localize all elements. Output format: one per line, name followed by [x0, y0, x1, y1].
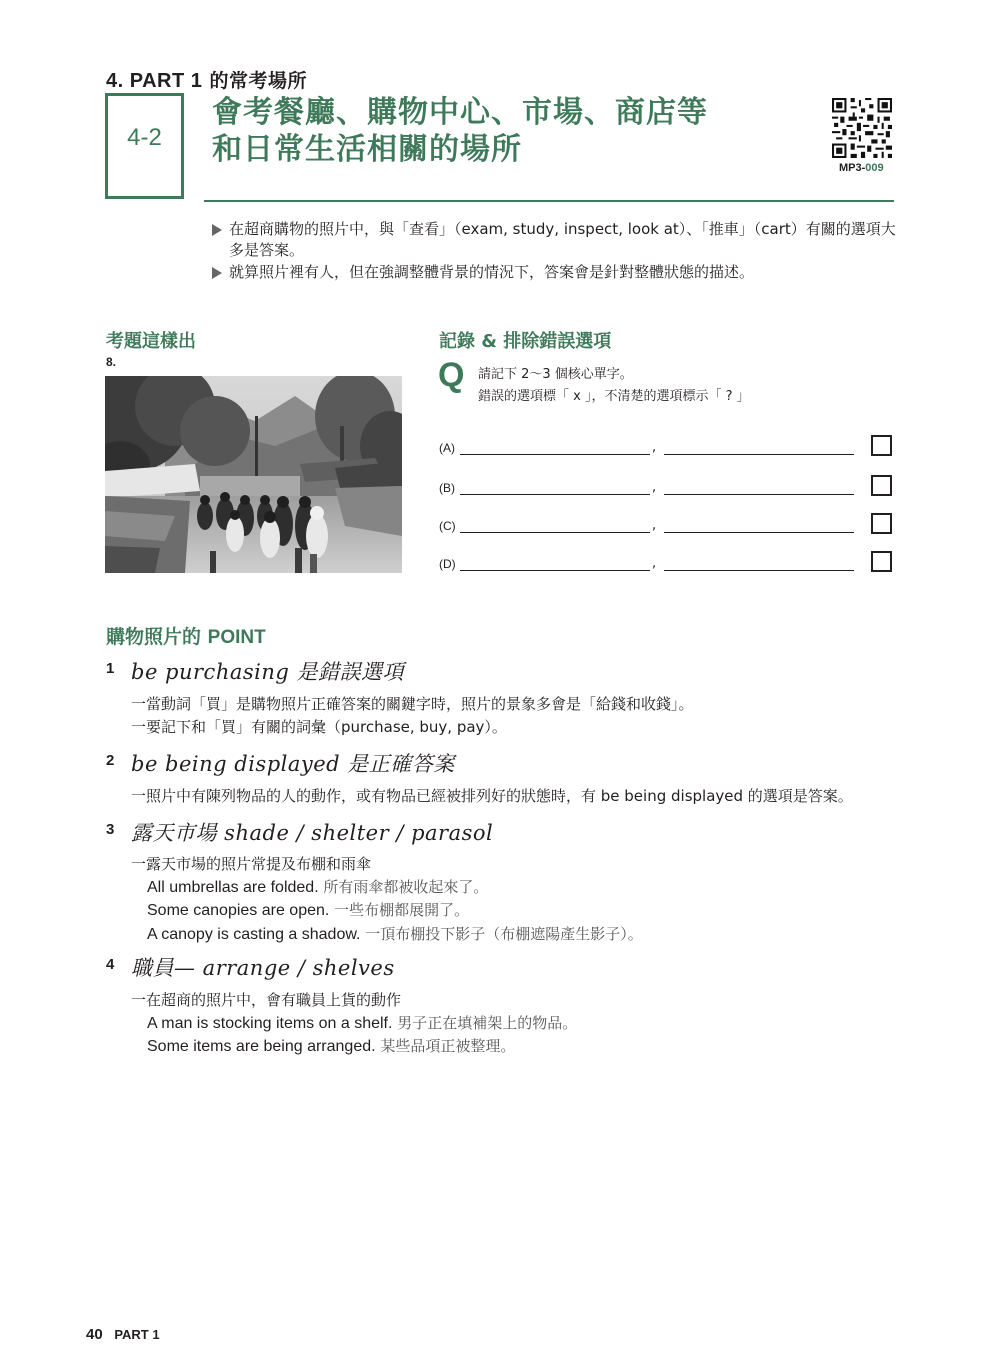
answer-row-b	[439, 475, 894, 499]
tip-item	[212, 262, 897, 283]
section-number-box	[105, 93, 184, 199]
page-footer	[86, 1326, 160, 1343]
qr-code-icon[interactable]	[832, 98, 892, 158]
audio-track-number: 009	[865, 162, 884, 174]
tip-item	[212, 219, 897, 261]
answer-blank-1[interactable]	[460, 494, 650, 495]
point-heading: be purchasing 是錯誤選項	[131, 660, 404, 684]
example-sentence	[131, 1035, 577, 1059]
title-divider	[204, 200, 894, 202]
point-body	[131, 785, 853, 808]
point-heading: 職員— arrange / shelves	[131, 956, 395, 980]
comma: ,	[652, 480, 657, 495]
record-instructions	[478, 364, 750, 408]
chapter-heading	[106, 66, 307, 93]
point-title-en: POINT	[207, 627, 266, 648]
answer-row-a	[439, 435, 894, 459]
example-sentence	[131, 899, 643, 923]
point-line: 一照片中有陳列物品的人的動作，或有物品已經被排列好的狀態時，有 be being displayed 的選項是答案。	[131, 787, 853, 805]
triangle-bullet-icon	[212, 267, 222, 279]
point-line: 一當動詞「買」是購物照片正確答案的關鍵字時，照片的景象多會是「給錢和收錢」。	[131, 695, 694, 713]
point-body	[131, 693, 694, 738]
option-label: (D)	[439, 557, 456, 571]
outdoor-market-photo	[105, 376, 402, 573]
title-line-2: 和日常生活相關的場所	[212, 132, 522, 167]
answer-checkbox[interactable]	[871, 475, 892, 496]
answer-row-d	[439, 551, 894, 575]
tip-text: 在超商購物的照片中，與「查看」（exam, study, inspect, look at）、「推車」（cart）有關的選項大多是答案。	[229, 220, 896, 259]
example-zh: 某些品項正被整理。	[380, 1037, 516, 1055]
example-zh: 男子正在填補架上的物品。	[397, 1013, 578, 1032]
point-section-title	[106, 622, 266, 649]
tips-list	[212, 219, 897, 284]
answer-blank-2[interactable]	[664, 454, 854, 455]
example-zh: 一些布棚都展開了。	[334, 901, 470, 919]
example-en: A man is stocking items on a shelf.	[147, 1014, 393, 1032]
point-intro: 一在超商的照片中，會有職員上貨的動作	[131, 991, 402, 1009]
example-en: Some items are being arranged.	[147, 1038, 376, 1055]
comma: ,	[652, 440, 657, 455]
example-zh: 所有雨傘都被收起來了。	[323, 877, 489, 896]
answer-row-c	[439, 513, 894, 537]
title-line-1: 會考餐廳、購物中心、市場、商店等	[212, 95, 708, 130]
example-zh: 一頂布棚投下影子（布棚遮陽產生影子）。	[365, 924, 643, 943]
answer-blank-2[interactable]	[664, 570, 854, 571]
footer-part: PART 1	[114, 1327, 160, 1342]
comma: ,	[652, 518, 657, 533]
point-title-zh: 購物照片的	[106, 626, 202, 648]
point-body	[131, 853, 643, 946]
comma: ,	[652, 556, 657, 571]
option-label: (C)	[439, 519, 456, 533]
example-sentence	[131, 923, 643, 947]
triangle-bullet-icon	[212, 224, 222, 236]
page-number: 40	[86, 1326, 103, 1343]
answer-blank-1[interactable]	[460, 454, 650, 455]
tip-text: 就算照片裡有人，但在強調整體背景的情況下，答案會是針對整體狀態的描述。	[229, 263, 755, 281]
point-number: 3	[106, 821, 115, 838]
point-intro: 一露天市場的照片常提及布棚和雨傘	[131, 855, 372, 873]
answer-blank-2[interactable]	[664, 532, 854, 533]
point-number: 4	[106, 956, 115, 973]
point-line: 一要記下和「買」有關的詞彙（purchase, buy, pay）。	[131, 717, 507, 736]
option-label: (A)	[439, 441, 455, 455]
example-heading: 考題這樣出	[106, 331, 196, 352]
answer-checkbox[interactable]	[871, 513, 892, 534]
answer-blank-1[interactable]	[460, 570, 650, 571]
example-sentence	[131, 876, 643, 900]
answer-blank-2[interactable]	[664, 494, 854, 495]
q-mark-icon: Q	[438, 356, 465, 394]
question-number: 8.	[106, 355, 117, 369]
point-heading: be being displayed 是正確答案	[131, 752, 455, 776]
option-label: (B)	[439, 481, 455, 495]
point-number: 2	[106, 752, 115, 769]
example-en: All umbrellas are folded.	[147, 878, 319, 896]
audio-track-label	[839, 162, 884, 174]
page-title	[212, 94, 708, 168]
point-heading: 露天市場 shade / shelter / parasol	[131, 821, 494, 845]
point-body	[131, 989, 577, 1059]
instruction-line-2: 錯誤的選項標「 x 」，不清楚的選項標示「 ? 」	[478, 389, 750, 404]
record-heading: 記錄 & 排除錯誤選項	[439, 331, 612, 352]
example-en: A canopy is casting a shadow.	[147, 925, 361, 943]
example-en: Some canopies are open.	[147, 902, 330, 919]
chapter-text: 的常考場所	[209, 70, 308, 92]
instruction-line-1: 請記下 2～3 個核心單字。	[478, 367, 633, 382]
example-sentence	[131, 1012, 577, 1036]
answer-blank-1[interactable]	[460, 532, 650, 533]
point-number: 1	[106, 660, 115, 677]
section-number: 4-2	[127, 124, 162, 151]
chapter-number: 4. PART 1	[106, 70, 203, 92]
answer-checkbox[interactable]	[871, 435, 892, 456]
answer-checkbox[interactable]	[871, 551, 892, 572]
audio-track-prefix: MP3-	[839, 162, 866, 174]
